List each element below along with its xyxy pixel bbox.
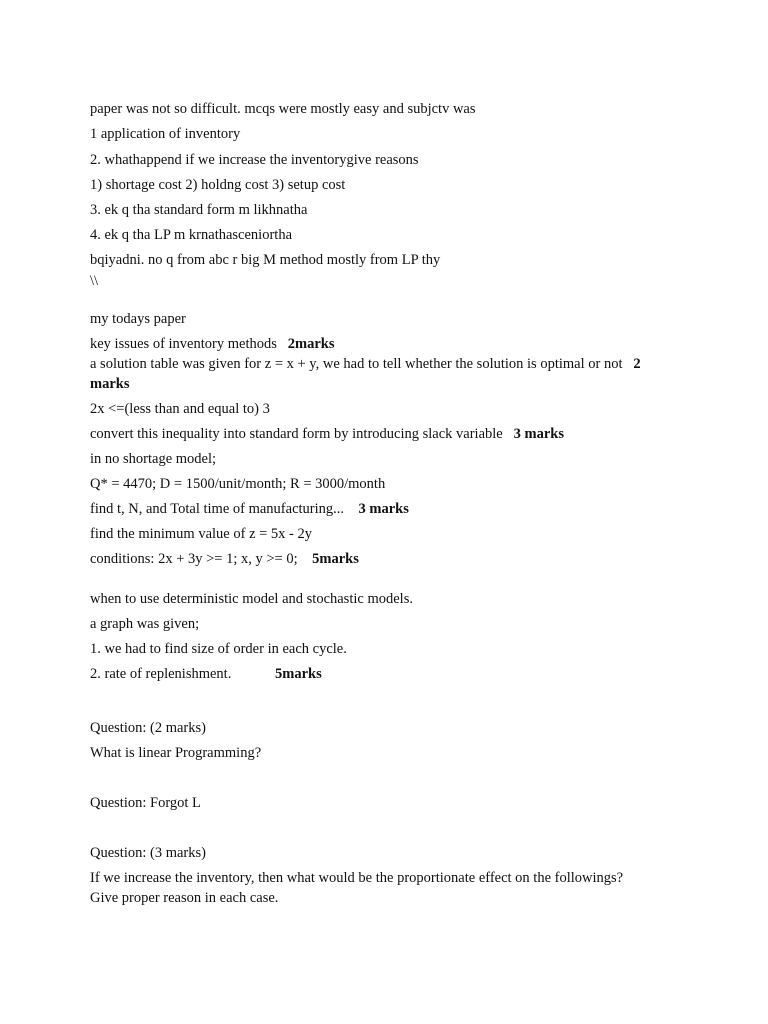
marks-label: 2marks [287, 336, 335, 352]
text-line-28: Give proper reason in each case. [90, 890, 279, 906]
text-line-20: a graph was given; [90, 616, 200, 632]
text-line-3: 2. whathappend if we increase the inventorygive reasons [90, 152, 419, 168]
marks-label: 5marks [275, 666, 322, 682]
text-line-9: my todays paper [90, 311, 186, 327]
text-line-13 [90, 425, 564, 443]
text-line-8: \\ [90, 273, 99, 289]
text-line-11 [90, 355, 641, 373]
text-line-12: 2x <=(less than and equal to) 3 [90, 401, 270, 417]
text-line-23: Question: (2 marks) [90, 720, 206, 736]
text-line-25: Question: Forgot L [90, 795, 201, 811]
text-line-24: What is linear Programming? [90, 745, 262, 761]
text-line-14: in no shortage model; [90, 451, 217, 467]
marks-label: 3 marks [358, 501, 409, 517]
marks-label: 5marks [312, 551, 359, 567]
text-content: convert this inequality into standard form by introducing slack variable [90, 426, 503, 442]
text-line-10 [90, 335, 334, 353]
text-line-7: bqiyadni. no q from abc r big M method mostly from LP thy [90, 252, 441, 268]
marks-label: 3 marks [513, 426, 564, 442]
text-line-15: Q* = 4470; D = 1500/unit/month; R = 3000/month [90, 476, 386, 492]
text-line-2: 1 application of inventory [90, 126, 241, 142]
text-line-22 [90, 665, 322, 683]
text-content: find t, N, and Total time of manufacturing... [90, 501, 345, 517]
text-line-16 [90, 500, 409, 518]
text-line-26: Question: (3 marks) [90, 845, 206, 861]
text-content: conditions: 2x + 3y >= 1; x, y >= 0; [90, 551, 298, 567]
text-line-27: If we increase the inventory, then what would be the proportionate effect on the followings? [90, 870, 624, 886]
text-content: a solution table was given for z = x + y, we had to tell whether the solution is optimal or not [90, 356, 623, 372]
text-content: 2. rate of replenishment. [90, 666, 232, 682]
text-content: key issues of inventory methods [90, 336, 277, 352]
marks-label: 2 [633, 356, 641, 372]
text-line-18 [90, 550, 359, 568]
text-line-11-cont: marks [90, 376, 130, 392]
text-line-17: find the minimum value of z = 5x - 2y [90, 526, 313, 542]
text-line-21: 1. we had to find size of order in each cycle. [90, 641, 347, 657]
text-line-1: paper was not so difficult. mcqs were mostly easy and subjctv was [90, 101, 476, 117]
text-line-6: 4. ek q tha LP m krnathasceniortha [90, 227, 293, 243]
text-line-5: 3. ek q tha standard form m likhnatha [90, 202, 308, 218]
text-line-4: 1) shortage cost 2) holdng cost 3) setup cost [90, 177, 346, 193]
text-line-19: when to use deterministic model and stochastic models. [90, 591, 413, 607]
